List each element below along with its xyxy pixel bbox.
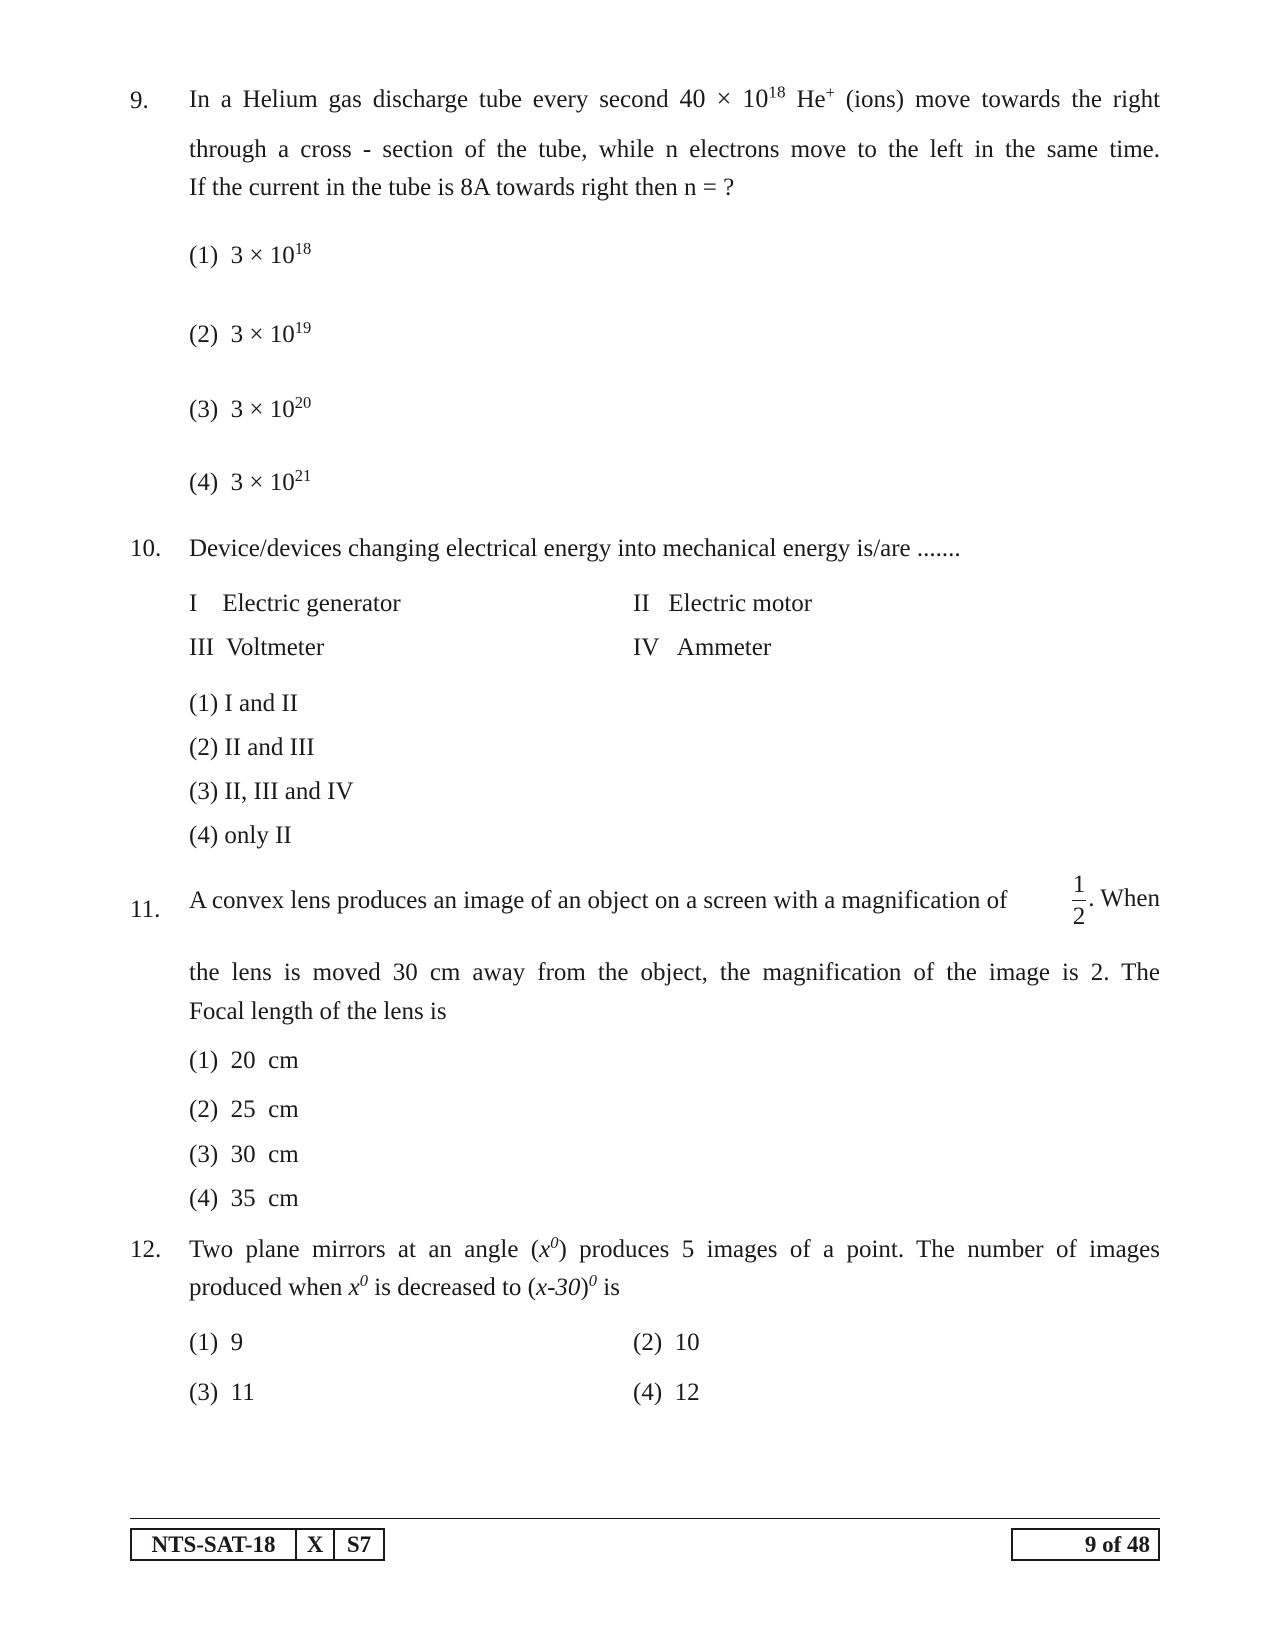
q12-number: 12. (130, 1236, 162, 1263)
footer-class: X (297, 1530, 335, 1559)
q11-option-1: (1) 20 cm (189, 1047, 299, 1074)
q11-number: 11. (130, 896, 161, 923)
page-number: 9 of 48 (1084, 1531, 1150, 1557)
q11-line-1: A convex lens produces an image of an object on a screen with a magnification of $\frac{1}{2}$ . When (189, 870, 1160, 930)
q12-option-1: (1) 9 (189, 1329, 244, 1356)
q11-option-3: (3) 30 cm (189, 1141, 299, 1168)
q11-option-2: (2) 25 cm (189, 1096, 299, 1123)
q10-item-2: II Electric motor (633, 590, 813, 617)
q9-option-4: (4) $3 \times 10^{21}$ (189, 465, 312, 496)
q11-line-3: Focal length of the lens is (189, 998, 447, 1025)
q10-number: 10. (130, 535, 162, 562)
q10-item-4: IV Ammeter (633, 634, 772, 661)
q12-option-3: (3) 11 (189, 1379, 255, 1406)
q9-line-1: In a Helium gas discharge tube every second $40 \times 10^{18}$ He+ (ions) move towards the right (189, 82, 1161, 113)
q12-option-2: (2) 10 (633, 1329, 700, 1356)
magnification-fraction: $\frac{1}{2}$ (1072, 870, 1086, 930)
q9-line-2: through a cross - section of the tube, while n electrons move to the left in the same time. (189, 136, 1160, 163)
q9-option-2: (2) $3 \times 10^{19}$ (189, 317, 312, 348)
q10-item-3: III Voltmeter (189, 634, 325, 661)
footer-rule (130, 1518, 1160, 1519)
q10-option-1: (1) I and II (189, 690, 298, 717)
q11-line-2: the lens is moved 30 cm away from the object, the magnification of the image is 2. The (189, 959, 1160, 986)
footer-code-box (130, 1528, 385, 1561)
q11-option-4: (4) 35 cm (189, 1185, 299, 1212)
q9-number: 9. (130, 87, 149, 114)
q9-line-3: If the current in the tube is 8A towards right then n = ? (189, 174, 735, 201)
q10-option-3: (3) II, III and IV (189, 778, 354, 805)
q9-option-1: (1) $3 \times 10^{18}$ (189, 238, 312, 269)
footer-set: S7 (346, 1531, 372, 1557)
q12-option-4: (4) 12 (633, 1379, 700, 1406)
q12-line-1: Two plane mirrors at an angle $(x^0)$ produces 5 images of a point. The number of images (189, 1232, 1160, 1263)
footer-page-box (1011, 1528, 1160, 1561)
footer-exam-code: NTS-SAT-18 (132, 1530, 297, 1559)
q10-item-1: I Electric generator (189, 590, 401, 617)
q10-option-4: (4) only II (189, 822, 292, 849)
q12-line-2: produced when $x^0$ is decreased to $(x-30)^0$ is (189, 1270, 620, 1301)
q10-text: Device/devices changing electrical energy into mechanical energy is/are ....... (189, 535, 961, 562)
q9-option-3: (3) $3 \times 10^{20}$ (189, 392, 312, 423)
q10-option-2: (2) II and III (189, 734, 315, 761)
